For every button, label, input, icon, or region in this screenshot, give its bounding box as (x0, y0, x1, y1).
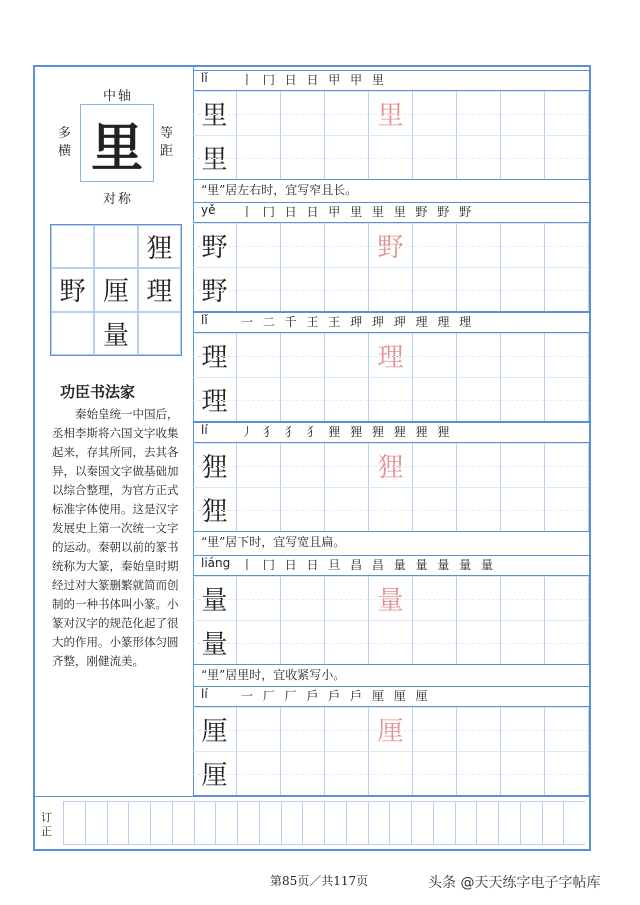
practice-cell (545, 487, 589, 531)
practice-cell (501, 333, 545, 377)
grid-cell (51, 312, 94, 355)
pinyin: lí (201, 423, 208, 437)
practice-cell (281, 443, 325, 487)
practice-cell (237, 443, 281, 487)
correction-cell (237, 801, 259, 845)
practice-cell (413, 443, 457, 487)
diagram-right-2: 距 (160, 144, 174, 159)
pinyin: yě (201, 203, 216, 217)
main-character-box: 里 (80, 104, 154, 182)
pinyin-line (193, 70, 589, 91)
practice-cell (501, 443, 545, 487)
practice-cell (281, 377, 325, 421)
practice-cell (457, 223, 501, 267)
correction-cell (563, 801, 585, 845)
practice-cell (457, 135, 501, 179)
practice-cell (281, 333, 325, 377)
model-character: 里 (193, 135, 237, 179)
correction-cells (63, 801, 585, 845)
pinyin-line (193, 312, 589, 333)
pinyin: lí (201, 687, 208, 701)
practice-cell (457, 707, 501, 751)
practice-cell (413, 267, 457, 311)
watermark: 头条 @天天练字电子字帖库 (428, 875, 601, 891)
practice-cell (237, 707, 281, 751)
practice-cell (281, 91, 325, 135)
diagram-left-2: 横 (58, 144, 72, 159)
practice-cell (281, 135, 325, 179)
practice-cell (413, 135, 457, 179)
practice-cell (545, 576, 589, 620)
practice-cell (237, 267, 281, 311)
practice-cell (413, 223, 457, 267)
practice-cell (457, 576, 501, 620)
practice-cell (457, 443, 501, 487)
practice-cell (325, 333, 369, 377)
correction-cell (346, 801, 368, 845)
pinyin-line (193, 422, 589, 443)
diagram-left-1: 多 (58, 126, 72, 141)
practice-cell (237, 377, 281, 421)
practice-cell (501, 620, 545, 664)
stroke-order: 丿 犭 犭 犭 狸 狸 狸 狸 狸 狸 (241, 425, 453, 439)
practice-cell (413, 620, 457, 664)
practice-cell (545, 620, 589, 664)
correction-cell (128, 801, 150, 845)
practice-cell (501, 487, 545, 531)
story-text: 秦始皇统一中国后，丞相李斯将六国文字收集起来，存其所同，去其各异，以秦国文字做基础加以综合整理，为官方正式标准字体使用。这是汉字发展史上第一次统一文字的运动。秦朝以前的篆书统称为大篆，秦始皇时期经过对大篆删繁就简而创制的一种书体叫小篆。小篆对汉字的规范化起了很大的作用。小篆形体匀圆齐整，刚健流美。 (52, 407, 179, 668)
practice-cell (369, 377, 413, 421)
practice-cell (501, 377, 545, 421)
practice-cell (413, 576, 457, 620)
grid-cell: 理 (138, 268, 181, 311)
practice-cell (545, 751, 589, 795)
stroke-order: 丨 冂 日 日 甲 甲 里 (241, 73, 387, 87)
correction-cell (520, 801, 542, 845)
practice-cell (545, 267, 589, 311)
pinyin: liáng (201, 556, 231, 570)
trace-character: 狸 (369, 443, 413, 487)
practice-cell (325, 620, 369, 664)
practice-cell (237, 223, 281, 267)
correction-cell (498, 801, 520, 845)
grid-cell (138, 312, 181, 355)
practice-cell (457, 91, 501, 135)
pinyin-line (193, 686, 589, 707)
model-character: 量 (193, 620, 237, 664)
practice-cell (413, 333, 457, 377)
correction-cell (63, 801, 85, 845)
stroke-order: 丨 冂 日 日 甲 里 里 里 野 野 野 (241, 205, 475, 219)
grid-cell (51, 225, 94, 268)
practice-cell (281, 487, 325, 531)
practice-cell (325, 751, 369, 795)
correction-cell (259, 801, 281, 845)
practice-cell (501, 267, 545, 311)
correction-cell (85, 801, 107, 845)
practice-cell (545, 91, 589, 135)
grid-cell: 狸 (138, 225, 181, 268)
diagram-left-label (58, 125, 71, 161)
practice-cell (369, 135, 413, 179)
practice-cell (281, 620, 325, 664)
trace-character: 野 (369, 223, 413, 267)
stroke-order: 一 厂 厂 戶 戶 戶 厘 厘 厘 (241, 689, 431, 703)
model-character: 野 (193, 223, 237, 267)
correction-label (41, 811, 52, 839)
correction-cell (302, 801, 324, 845)
practice-cells (193, 576, 589, 665)
practice-cell (369, 487, 413, 531)
practice-cell (325, 487, 369, 531)
practice-cell (281, 267, 325, 311)
pinyin: lǐ (201, 71, 208, 85)
practice-cell (545, 443, 589, 487)
practice-cell (501, 707, 545, 751)
practice-cell (325, 443, 369, 487)
correction-cell (433, 801, 455, 845)
practice-cell (281, 576, 325, 620)
diagram-bottom-label: 对称 (103, 192, 134, 207)
correction-cell (150, 801, 172, 845)
grid-cell: 厘 (94, 268, 137, 311)
model-character: 厘 (193, 707, 237, 751)
trace-character: 里 (369, 91, 413, 135)
practice-cell (501, 91, 545, 135)
grid-cell (94, 225, 137, 268)
stroke-order: 丨 冂 日 日 旦 昌 昌 量 量 量 量 量 (241, 558, 496, 572)
practice-cell (237, 620, 281, 664)
practice-cell (413, 91, 457, 135)
practice-cell (501, 751, 545, 795)
practice-cell (237, 751, 281, 795)
correction-cell (368, 801, 390, 845)
practice-cell (237, 135, 281, 179)
trace-character: 量 (369, 576, 413, 620)
practice-cell (325, 576, 369, 620)
correction-label-1: 订 (41, 811, 52, 824)
practice-cells (193, 707, 589, 796)
practice-cell (237, 487, 281, 531)
practice-cell (237, 576, 281, 620)
practice-cell (413, 377, 457, 421)
pinyin: lǐ (201, 313, 208, 327)
pinyin-line (193, 202, 589, 223)
practice-cell (545, 333, 589, 377)
practice-cell (237, 333, 281, 377)
correction-cell (455, 801, 477, 845)
writing-note: “里”居左右时，宜写窄且长。 (201, 183, 358, 197)
practice-cell (501, 135, 545, 179)
pinyin-line (193, 555, 589, 576)
correction-cell (542, 801, 564, 845)
trace-character: 厘 (369, 707, 413, 751)
practice-cell (457, 751, 501, 795)
stroke-order: 一 二 千 王 王 玾 玾 玾 理 理 理 (241, 315, 475, 329)
practice-cell (501, 576, 545, 620)
practice-cell (281, 223, 325, 267)
related-characters-grid (50, 224, 182, 356)
practice-cell (413, 487, 457, 531)
correction-cell (215, 801, 237, 845)
practice-cell (413, 707, 457, 751)
practice-cell (545, 377, 589, 421)
practice-cell (237, 91, 281, 135)
practice-cell (457, 377, 501, 421)
trace-character: 理 (369, 333, 413, 377)
model-character: 厘 (193, 751, 237, 795)
practice-cell (457, 620, 501, 664)
correction-cell (194, 801, 216, 845)
correction-cell (172, 801, 194, 845)
model-character: 里 (193, 91, 237, 135)
correction-cell (389, 801, 411, 845)
grid-cell: 野 (51, 268, 94, 311)
practice-cell (369, 620, 413, 664)
correction-row (35, 797, 589, 849)
model-character: 狸 (193, 487, 237, 531)
practice-cell (325, 223, 369, 267)
practice-cell (325, 377, 369, 421)
practice-cells (193, 443, 589, 532)
correction-cell (411, 801, 433, 845)
practice-cells (193, 91, 589, 180)
model-character: 量 (193, 576, 237, 620)
correction-cell (476, 801, 498, 845)
practice-cell (325, 267, 369, 311)
practice-cell (325, 135, 369, 179)
practice-cell (457, 487, 501, 531)
practice-cell (369, 751, 413, 795)
model-character: 野 (193, 267, 237, 311)
practice-cell (545, 707, 589, 751)
practice-cells (193, 223, 589, 312)
model-character: 理 (193, 377, 237, 421)
practice-cell (501, 223, 545, 267)
practice-cell (545, 223, 589, 267)
practice-cell (457, 333, 501, 377)
practice-cell (281, 751, 325, 795)
correction-cell (107, 801, 129, 845)
diagram-right-label (160, 125, 173, 161)
model-character: 狸 (193, 443, 237, 487)
correction-cell (281, 801, 303, 845)
page-number: 第85页／共117页 (270, 874, 369, 888)
grid-cell: 量 (94, 312, 137, 355)
model-character: 理 (193, 333, 237, 377)
practice-cell (325, 707, 369, 751)
writing-note: “里”居里时，宜收紧写小。 (201, 668, 346, 682)
correction-label-2: 正 (41, 825, 52, 838)
correction-cell (324, 801, 346, 845)
practice-cell (545, 135, 589, 179)
practice-cell (325, 91, 369, 135)
diagram-right-1: 等 (160, 126, 174, 141)
practice-cell (369, 267, 413, 311)
diagram-top-label: 中轴 (103, 89, 134, 104)
practice-cells (193, 333, 589, 422)
writing-note: “里”居下时，宜写宽且扁。 (201, 535, 346, 549)
practice-cell (457, 267, 501, 311)
practice-cell (281, 707, 325, 751)
practice-cell (413, 751, 457, 795)
story-title: 功臣书法家 (60, 383, 136, 401)
